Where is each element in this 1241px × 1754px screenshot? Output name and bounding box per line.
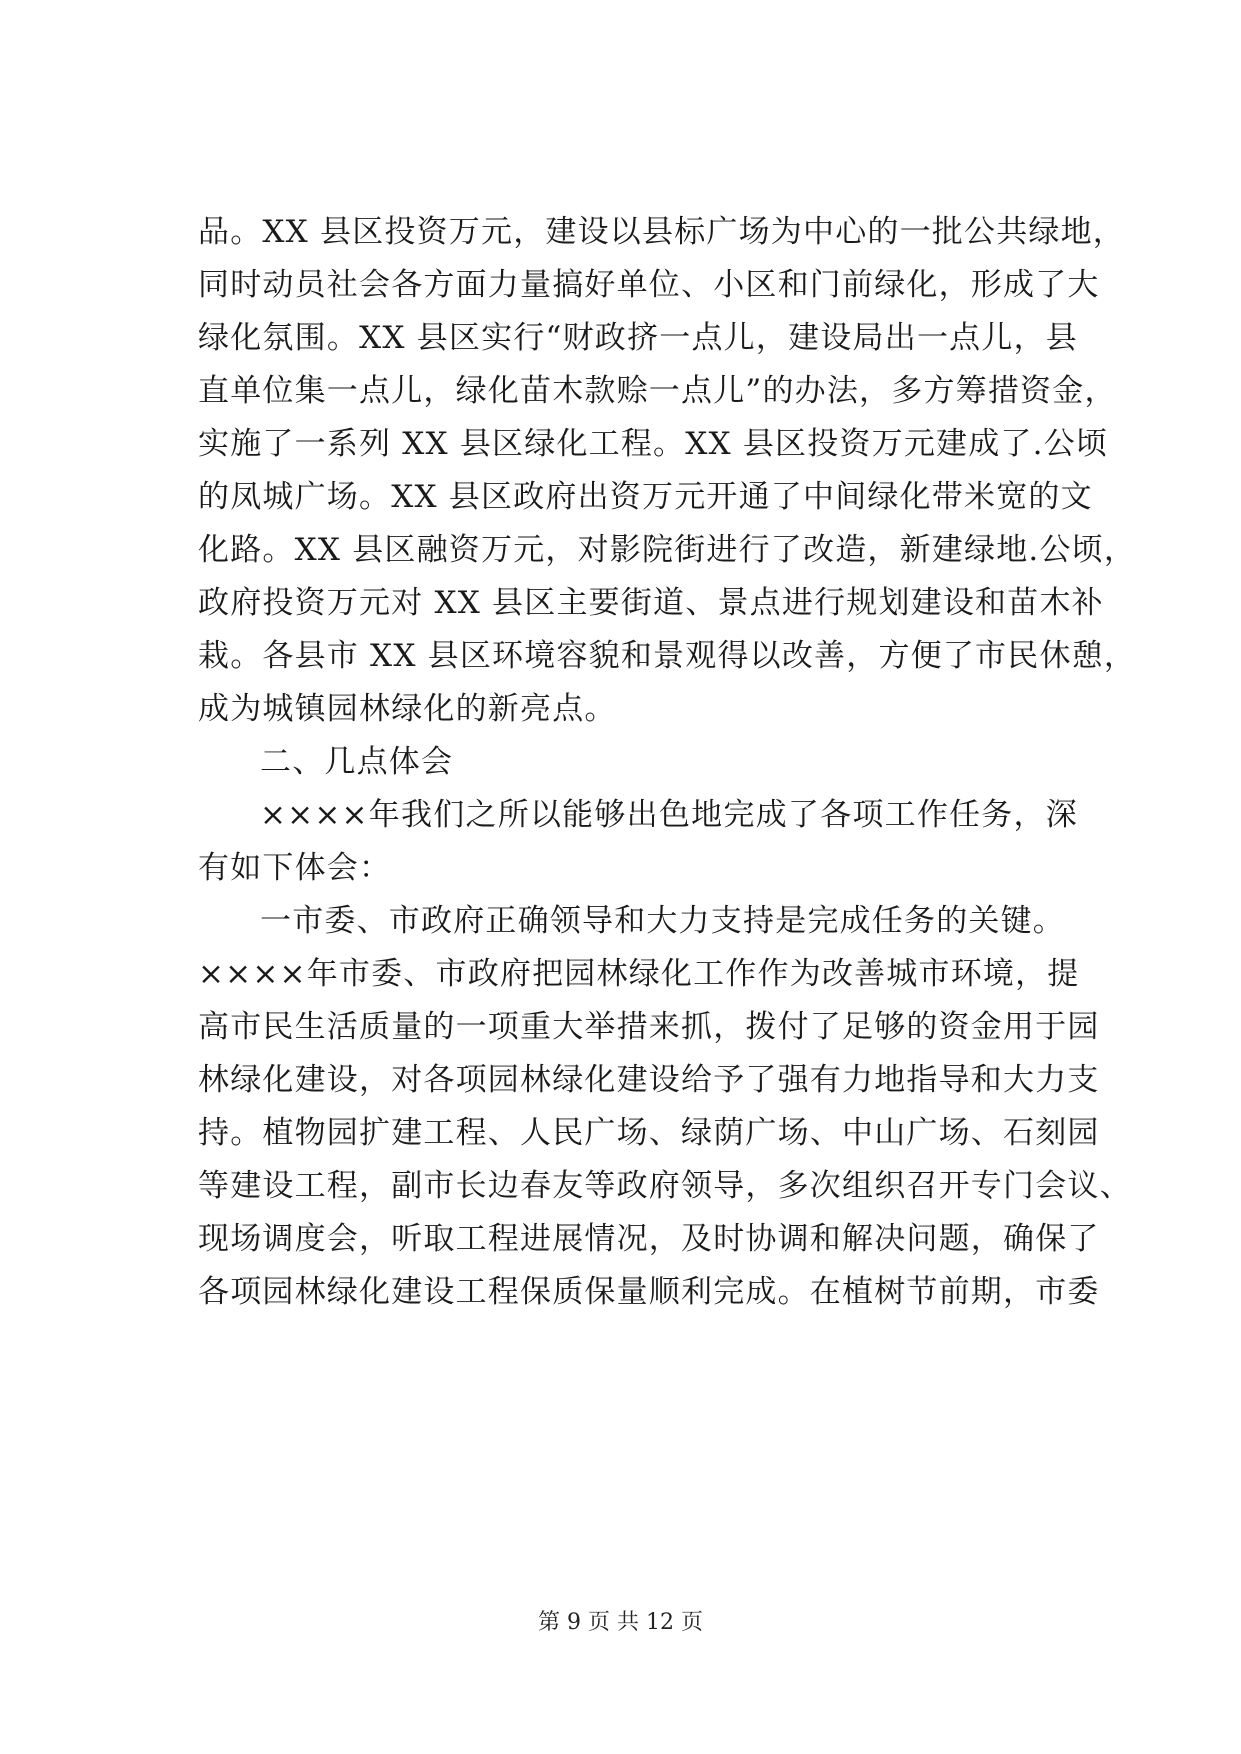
paragraph-line: 各项园林绿化建设工程保质保量顺利完成。在植树节前期，市委 <box>198 1274 1100 1310</box>
paragraph-line: ××××年我们之所以能够出色地完成了各项工作任务，深 <box>260 797 1078 833</box>
paragraph-line: 林绿化建设，对各项园林绿化建设给予了强有力地指导和大力支 <box>198 1062 1100 1098</box>
paragraph-line: 栽。各县市 XX 县区环境容貌和景观得以改善，方便了市民休憩， <box>198 638 1137 674</box>
paragraph-line: 品。XX 县区投资万元，建设以县标广场为中心的一批公共绿地， <box>198 214 1125 250</box>
paragraph-line: 化路。XX 县区融资万元，对影院街进行了改造，新建绿地.公顷， <box>198 532 1137 568</box>
paragraph-line: 实施了一系列 XX 县区绿化工程。XX 县区投资万元建成了.公顷 <box>198 426 1109 462</box>
paragraph-line: 有如下体会： <box>198 850 392 886</box>
section-heading: 二、几点体会 <box>260 744 454 780</box>
paragraph-line: 绿化氛围。XX 县区实行“财政挤一点儿，建设局出一点儿，县 <box>198 320 1078 356</box>
paragraph-line: 高市民生活质量的一项重大举措来抓，拨付了足够的资金用于园 <box>198 1009 1100 1045</box>
paragraph-line: ××××年市委、市政府把园林绿化工作作为改善城市环境，提 <box>198 956 1080 992</box>
paragraph-line: 的凤城广场。XX 县区政府出资万元开通了中间绿化带米宽的文 <box>198 479 1093 515</box>
page-number-footer: 第 9 页 共 12 页 <box>538 1610 703 1635</box>
paragraph-line: 成为城镇园林绿化的新亮点。 <box>198 691 617 727</box>
paragraph-line: 现场调度会，听取工程进展情况，及时协调和解决问题，确保了 <box>198 1221 1100 1257</box>
paragraph-line: 同时动员社会各方面力量搞好单位、小区和门前绿化，形成了大 <box>198 267 1100 303</box>
paragraph-line: 直单位集一点儿，绿化苗木款赊一点儿”的办法，多方筹措资金， <box>198 373 1117 409</box>
paragraph-line: 等建设工程，副市长边春友等政府领导，多次组织召开专门会议、 <box>198 1168 1132 1204</box>
paragraph-line: 一市委、市政府正确领导和大力支持是完成任务的关键。 <box>260 903 1065 939</box>
paragraph-line: 政府投资万元对 XX 县区主要街道、景点进行规划建设和苗木补 <box>198 585 1104 621</box>
paragraph-line: 持。植物园扩建工程、人民广场、绿荫广场、中山广场、石刻园 <box>198 1115 1100 1151</box>
